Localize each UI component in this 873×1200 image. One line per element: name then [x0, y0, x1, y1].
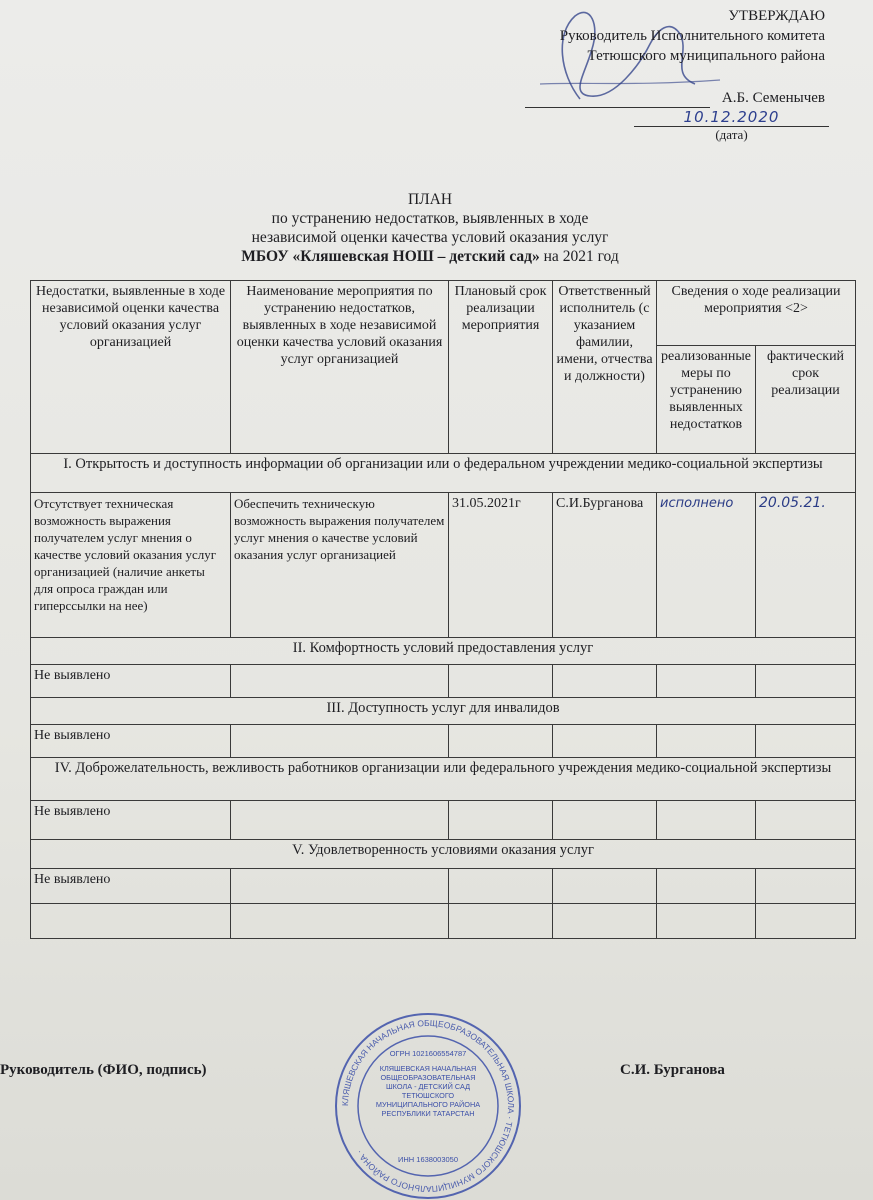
- title-line1: ПЛАН: [407, 191, 453, 208]
- seal-center-text: КЛЯШЕВСКАЯ НАЧАЛЬНАЯ ОБЩЕОБРАЗОВАТЕЛЬНАЯ ШКОЛА - ДЕТСКИЙ САД ТЕТЮШСКОГО МУНИЦИПАЛЬНОГО РАЙОНА РЕСПУБЛИКИ ТАТАРСТАН: [375, 1064, 481, 1118]
- section-title: IV. Доброжелательность, вежливость работников организации или федерального учреждения медико-социальной экспертизы: [31, 758, 856, 801]
- table-row: [31, 801, 856, 840]
- row-deadline: 31.05.2021г: [449, 493, 553, 638]
- section-title: V. Удовлетворенность условиями оказания услуг: [31, 840, 856, 869]
- approval-date-value: 10.12.2020: [634, 108, 829, 127]
- section-row: [31, 840, 856, 869]
- row-not-found: Не выявлено: [31, 665, 231, 698]
- header-deadline: Плановый срок реализации мероприятия: [449, 281, 553, 454]
- seal-ring-text: КЛЯШЕВСКАЯ НАЧАЛЬНАЯ ОБЩЕОБРАЗОВАТЕЛЬНАЯ ШКОЛА · ТЕТЮШСКОГО МУНИЦИПАЛЬНОГО РАЙОНА ·: [339, 1017, 517, 1195]
- title-line2: по устранению недостатков, выявленных в ходе: [271, 210, 589, 227]
- row-measure: Обеспечить техническую возможность выражения получателем услуг мнения о качестве условий оказания услуг организацией: [231, 493, 449, 638]
- section-title: III. Доступность услуг для инвалидов: [31, 698, 856, 725]
- table-row: [31, 869, 856, 904]
- header-deficiencies: Недостатки, выявленные в ходе независимой оценки качества условий оказания услуг организацией: [31, 281, 231, 454]
- approval-date: [634, 108, 829, 143]
- seal-ogrn: ОГРН 1021606554787: [389, 1049, 467, 1058]
- row-deficiency: Отсутствует техническая возможность выражения получателем услуг мнения о качестве условий оказания услуг организацией (наличие анкеты для опроса граждан или гиперссылки на нее): [31, 493, 231, 638]
- row-not-found: Не выявлено: [31, 801, 231, 840]
- header-progress: Сведения о ходе реализации мероприятия <2>: [657, 281, 856, 346]
- header-measures-done: реализованные меры по устранению выявленных недостатков: [657, 346, 756, 454]
- header-actual-date: фактический срок реализации: [756, 346, 856, 454]
- signature-line: [525, 91, 710, 108]
- footer-right: С.И. Бурганова: [620, 1062, 725, 1078]
- title-org: МБОУ «Кляшевская НОШ – детский сад»: [241, 248, 540, 265]
- title-year: на 2021 год: [539, 248, 619, 265]
- header-measure: Наименование мероприятия по устранению недостатков, выявленных в ходе независимой оценки качества условий оказания услуг организацией: [231, 281, 449, 454]
- section-row: [31, 698, 856, 725]
- approval-heading: УТВЕРЖДАЮ: [728, 8, 825, 24]
- table-row: [31, 725, 856, 758]
- round-seal: [330, 1012, 526, 1200]
- section-row: [31, 638, 856, 665]
- row-done: исполнено: [657, 493, 756, 638]
- approval-signer: А.Б. Семенычев: [721, 90, 825, 106]
- table-header-row: [31, 281, 856, 346]
- section-title: I. Открытость и доступность информации об организации или о федеральном учреждении медико-социальной экспертизы: [31, 454, 856, 493]
- section-title: II. Комфортность условий предоставления услуг: [31, 638, 856, 665]
- footer-left: Руководитель (ФИО, подпись): [0, 1062, 207, 1078]
- row-actual-date: 20.05.21.: [756, 493, 856, 638]
- section-row: [31, 758, 856, 801]
- row-not-found: Не выявлено: [31, 869, 231, 904]
- row-not-found: Не выявлено: [31, 725, 231, 758]
- section-row: [31, 454, 856, 493]
- approval-line1: Руководитель Исполнительного комитета: [559, 28, 825, 44]
- approval-date-caption: (дата): [715, 127, 748, 142]
- row-responsible: С.И.Бурганова: [553, 493, 657, 638]
- title-line3: независимой оценки качества условий оказания услуг: [251, 229, 609, 246]
- table-row-empty: [31, 904, 856, 939]
- seal-inn: ИНН 1638003050: [397, 1155, 459, 1164]
- table-row: [31, 665, 856, 698]
- header-responsible: Ответственный исполнитель (с указанием фамилии, имени, отчества и должности): [553, 281, 657, 454]
- table-row: [31, 493, 856, 638]
- plan-table: [30, 280, 856, 939]
- approval-line2: Тетюшского муниципального района: [587, 48, 825, 64]
- approval-block: [525, 6, 825, 108]
- document-title: [200, 190, 660, 266]
